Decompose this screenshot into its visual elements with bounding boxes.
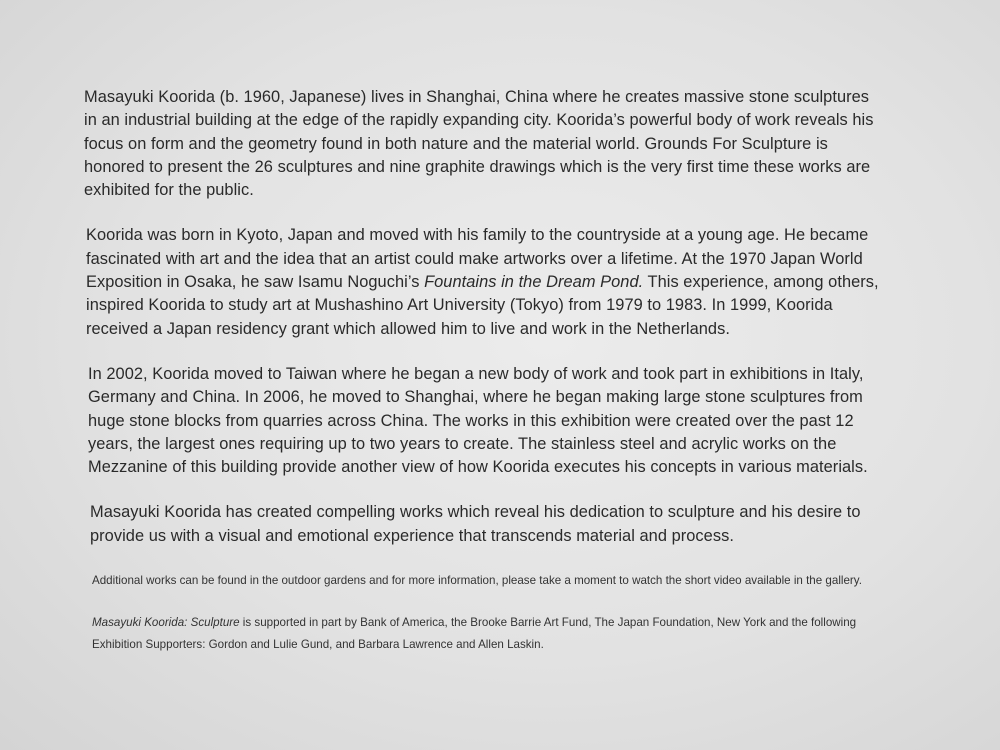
intro-paragraph: Masayuki Koorida (b. 1960, Japanese) lives in Shanghai, China where he creates massive stone sculptures in an industrial building at the edge of the rapidly expanding city. Koorida’s powerful body of work reveals his focus on form and the geometry found in both nature and the material world. Grounds For Sculpture is honored to present the 26 sculptures and nine graphite drawings which is the very first time these works are exhibited for the public. — [84, 88, 874, 200]
career-paragraph: In 2002, Koorida moved to Taiwan where he began a new body of work and took part in exhibitions in Italy, Germany and China. In 2006, he moved to Shanghai, where he began making large stone sculptures from huge stone blocks from quarries across China. The works in this exhibition were created over the past 12 years, the largest ones requiring up to two years to create. The stainless steel and acrylic works on the Mezzanine of this building provide another view of how Koorida executes his concepts in various materials. — [88, 364, 868, 477]
closing-paragraph: Masayuki Koorida has created compelling works which reveal his dedication to sculpture and his desire to provide us with a visual and emotional experience that transcends material and process. — [90, 503, 861, 545]
sponsor-text: is supported in part by Bank of America, the Brooke Barrie Art Fund, The Japan Foundation, New York and the following Exhibition Supporters: Gordon and Lulie Gund, and Barbara Lawrence and Allen Laskin. — [92, 616, 857, 652]
biography-text-end: This experience, among others, inspired Koorida to study art at Mushashino Art University (Tokyo) from 1979 to 1983. In 1999, Koorida received a Japan residency grant which allowed him to live and work in the Netherlands. — [86, 273, 879, 338]
exhibition-title: Masayuki Koorida: Sculpture — [92, 616, 240, 630]
artwork-title: Fountains in the Dream Pond. — [424, 273, 644, 292]
gallery-note: Additional works can be found in the outdoor gardens and for more information, please take a moment to watch the short video available in the gallery. — [92, 574, 862, 588]
biography-text-start: Koorida was born in Kyoto, Japan and moved with his family to the countryside at a young age. He became fascinated with art and the idea that an artist could make artworks over a lifetime. At the 1970 Japan World Exposition in Osaka, he saw Isamu Noguchi’s — [86, 226, 869, 292]
biography-paragraph — [86, 224, 884, 340]
sponsor-credit — [92, 612, 884, 656]
wall-text-panel — [84, 86, 884, 668]
